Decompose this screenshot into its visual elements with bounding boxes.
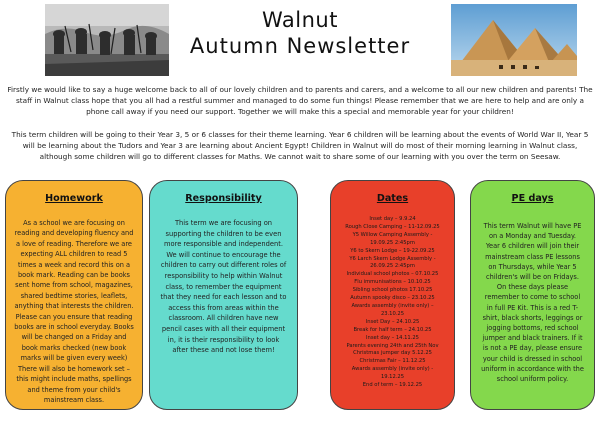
date-item: 19.12.25 xyxy=(380,374,405,381)
date-item: Sibling school photos 17.10.25 xyxy=(352,287,433,294)
dates-heading: Dates xyxy=(376,193,409,204)
date-item: 19.09.25 2:45pm xyxy=(370,239,415,246)
responsibility-heading: Responsibility xyxy=(185,193,262,204)
intro-paragraph: Firstly we would like to say a huge welcome back to all of our lovely children and to parents and carers, and a welcome to all our new children and parents! The staff in Walnut class hope that you all had a restful summer and managed to do some fun things! Please remember that we are here to help and are only a phone call away if you need our support. Together we will make this a special and memorable year for your children! xyxy=(7,85,593,116)
dates-panel xyxy=(330,180,455,410)
date-item: Inset Day – 24.10.25 xyxy=(365,318,420,325)
date-item: 26.09.25 2:45pm xyxy=(370,263,415,270)
homework-panel xyxy=(5,180,143,410)
date-item: Parents evening 24th and 25th Nov xyxy=(346,342,439,349)
homework-text: As a school we are focusing on reading and developing fluency and a love of reading. Therefore we are expecting ALL children to read 5 times a week and record this on a book mark. Reading can be books sent home from school, magazines, shared bedtime stories, leaflets, anything that interests the children. Please can you ensure that reading books are in school everyday. Books will be changed on a Friday and book marks checked (new book marks will be given every week) There will also be homework set – this might include maths, spellings and theme from your child's mainstream class. xyxy=(14,219,134,404)
responsibility-text: This term we are focusing on supporting the children to be even more responsible and independent. We will continue to encourage the children to carry out different roles of responsibility to help within Walnut class, to remember the equipment that they need for each lesson and to access this from areas within the classroom. All children have new pencil cases with all their equipment in, it is their responsibility to look after these and not lose them! xyxy=(160,219,287,355)
responsibility-panel xyxy=(149,180,298,410)
date-item: Y5 Willow Camping Assembly - xyxy=(352,231,433,238)
date-item: Christmas Fair – 11.12.25 xyxy=(359,358,426,365)
pe-text: This term Walnut will have PE on a Monday and Tuesday. Year 6 children will join their mainstream class PE lessons on Thursdays, while Year 5 children's will be on Fridays. On these days please remember to come to school in full PE Kit. This is a red T-shirt, black shorts, leggings or jogging bottoms, red school jumper and black trainers. If it is not a PE day, please ensure your child is dressed in school uniform in accordance with the school uniform policy. xyxy=(481,222,584,384)
pe-days-panel xyxy=(470,180,595,410)
homework-heading: Homework xyxy=(45,193,103,204)
date-item: Y6 to Skern Lodge – 19-22.09.25 xyxy=(350,247,435,254)
page-title: Walnut xyxy=(262,8,338,32)
term-info-paragraph: This term children will be going to their Year 3, 5 or 6 classes for their theme learning. Year 6 children will be learning about the events of World War II, Year 5 will be learning about the Tudors and Year 3 are learning about Ancient Egypt! Children in Walnut will do most of their morning learning in Walnut class, although some children will go to different classes for Maths. We cannot wait to share some of our learning with you over the term on Seesaw. xyxy=(11,130,589,161)
date-item: Rough Close Camping – 11-12.09.25 xyxy=(345,223,440,230)
dates-list xyxy=(331,216,454,390)
date-item: Individual school photos – 07.10.25 xyxy=(346,271,439,278)
date-item: Christmas jumper day 5.12.25 xyxy=(353,350,432,357)
date-item: Flu immunisations – 10.10.25 xyxy=(354,279,431,286)
pe-heading: PE days xyxy=(511,193,554,204)
date-item: Y6 Larch Skern Lodge Assembly - xyxy=(349,255,436,262)
date-item: Autumn spooky disco – 23.10.25 xyxy=(350,295,435,302)
page-subtitle: Autumn Newsletter xyxy=(189,34,411,58)
date-item: 23.10.25 xyxy=(380,310,405,317)
date-item: Awards assembly (invite only) - xyxy=(351,366,434,373)
date-item: Inset day – 14.11.25 xyxy=(366,334,419,341)
date-item: Inset day – 9.9.24 xyxy=(369,216,416,222)
date-item: Break for half term – 24.10.25 xyxy=(353,326,432,333)
date-item: End of term – 19.12.25 xyxy=(362,382,423,389)
date-item: Awards assembly (invite only) – xyxy=(351,302,434,309)
